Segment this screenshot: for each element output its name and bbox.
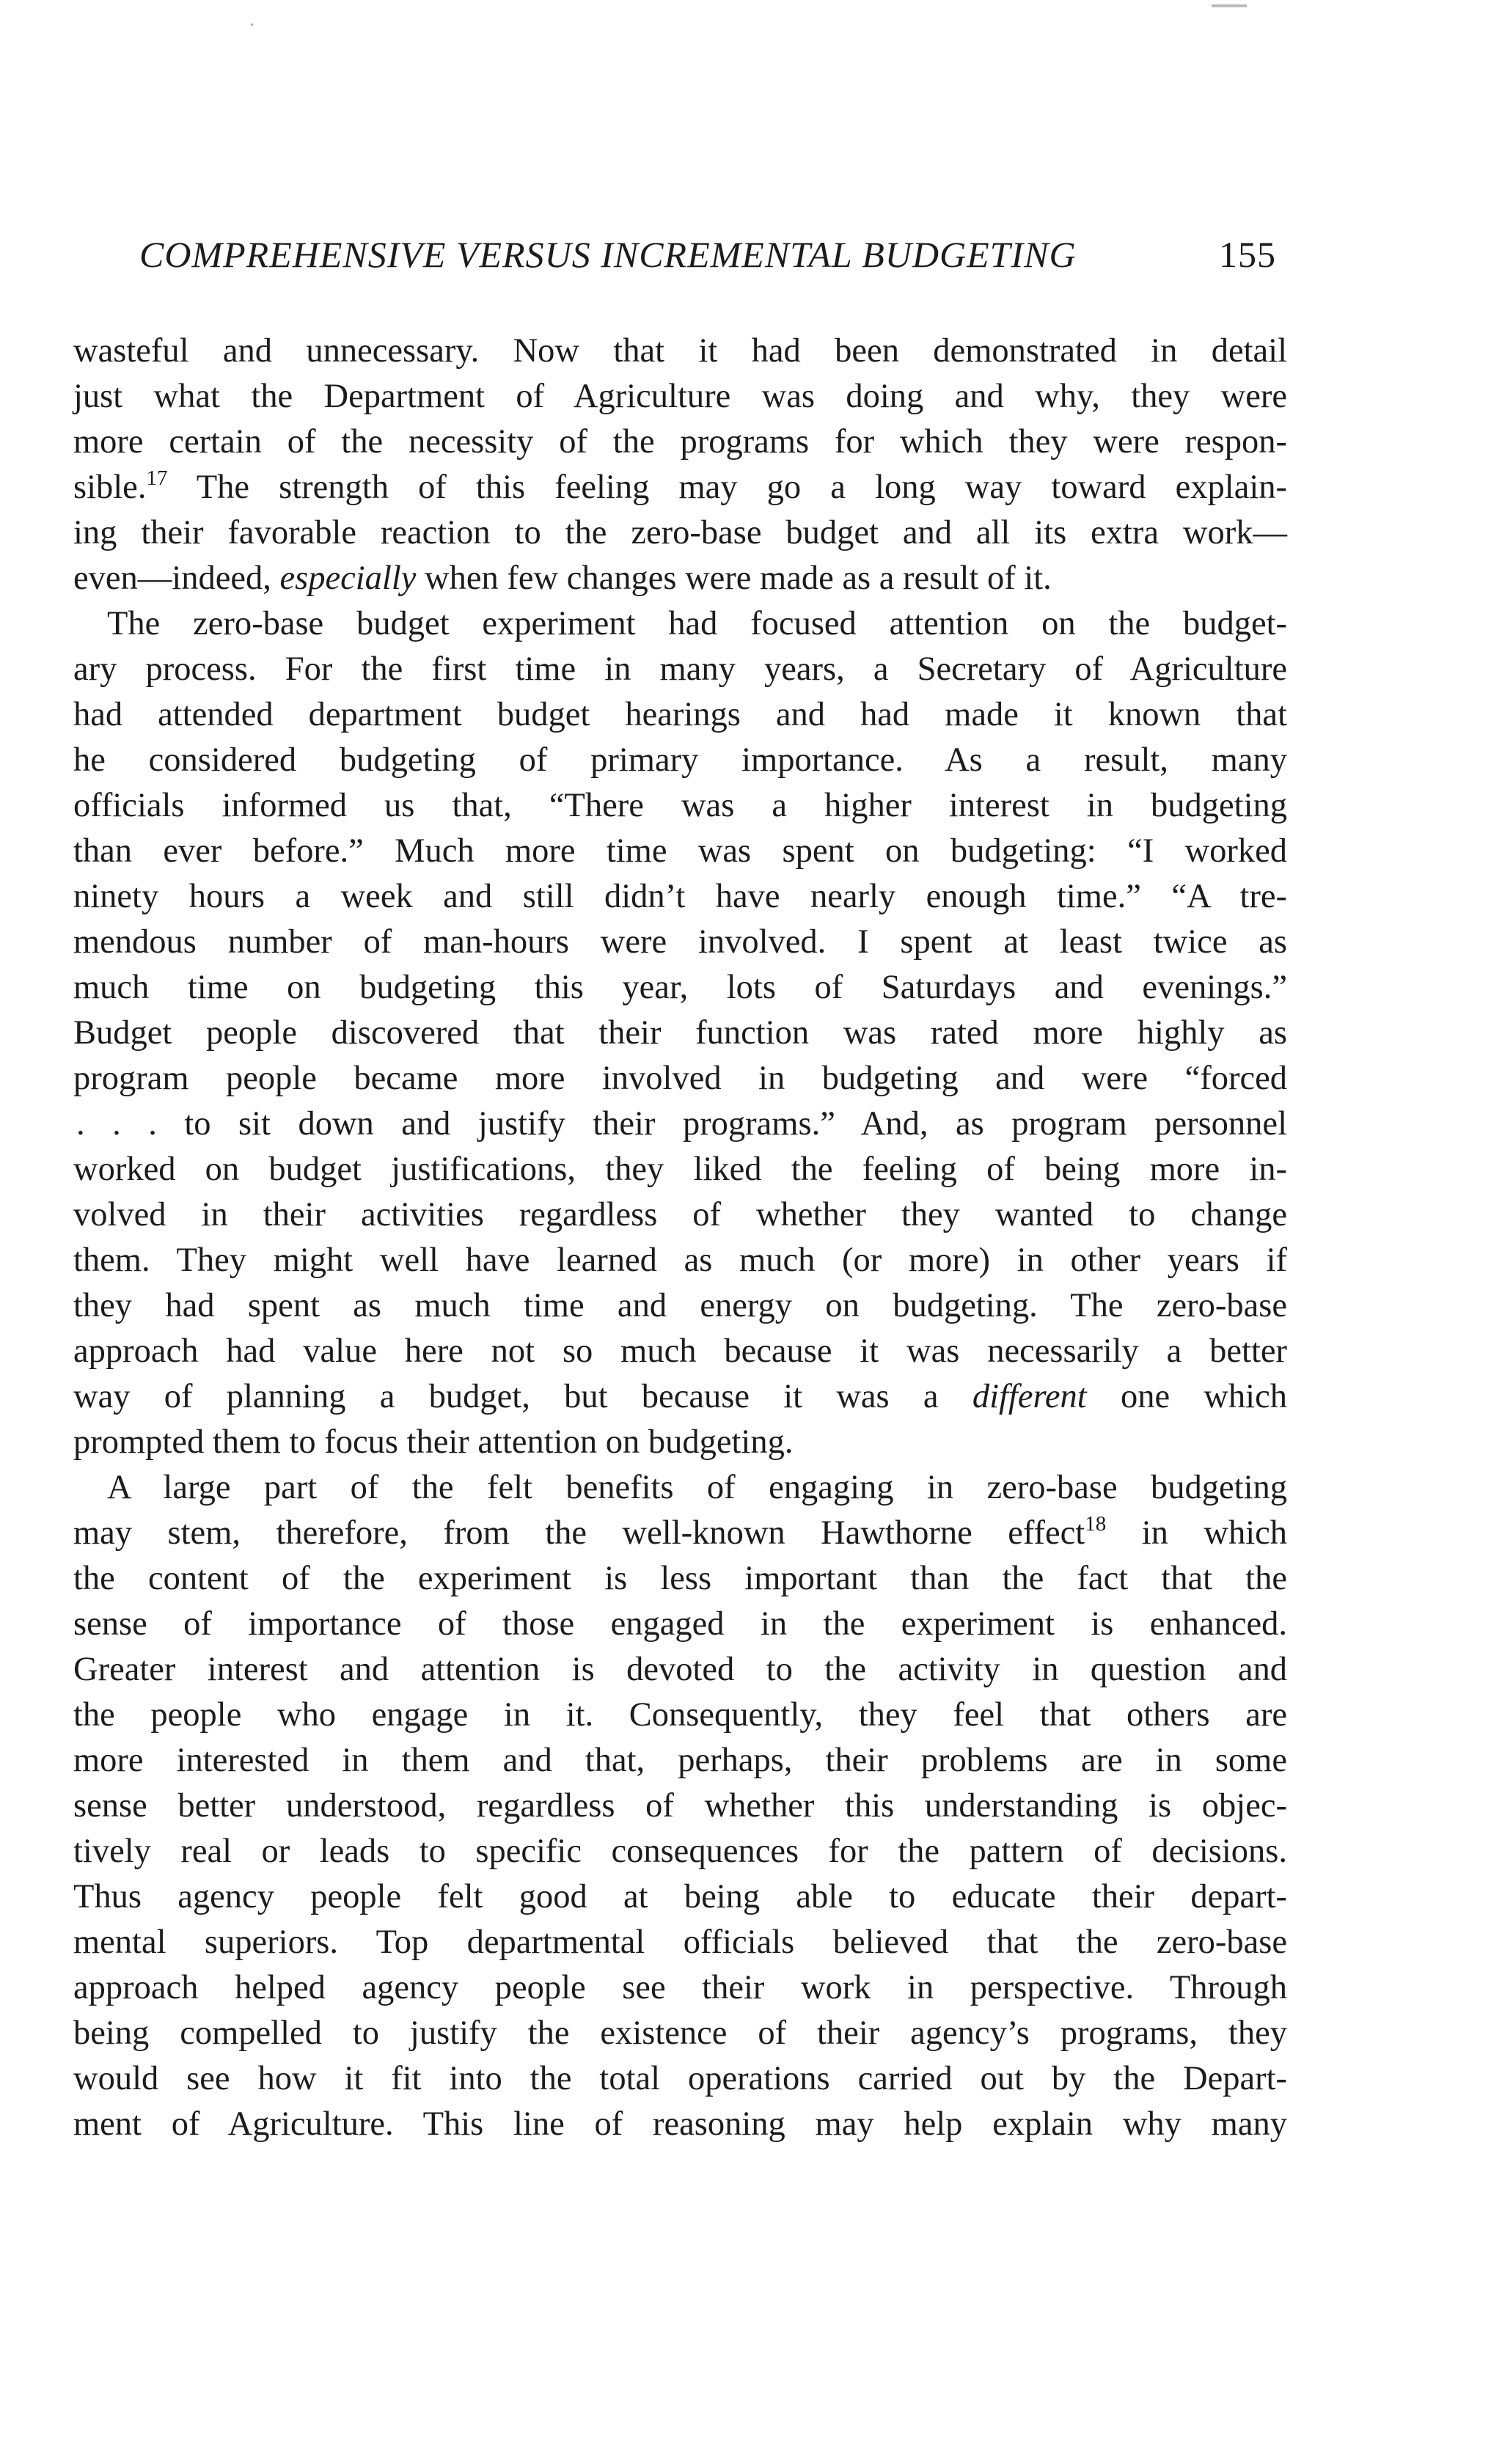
text-line: being compelled to justify the existence of their agency’s programs, they [73,2014,1287,2052]
text-line [73,1511,1287,1556]
text-line: much time on budgeting this year, lots of Saturdays and evenings.” [73,969,1287,1006]
text-run: when few changes were made as a result of it. [416,560,1052,597]
text-run: sible. [73,469,147,506]
text-line: . . . to sit down and justify their programs.” And, as program personnel [76,1105,1287,1143]
text-line: Budget people discovered that their function was rated more highly as [73,1014,1287,1052]
text-line: ninety hours a week and still didn’t have nearly enough time.” “A tre- [73,878,1287,915]
text-line: wasteful and unnecessary. Now that it had been demonstrated in detail [73,332,1287,370]
text-line: mental superiors. Top departmental officials believed that the zero-base [73,1924,1287,1961]
text-run: The strength of this feeling may go a long way toward explain- [167,469,1287,506]
text-line: sense of importance of those engaged in the experiment is enhanced. [73,1605,1287,1643]
text-line [73,465,1287,510]
text-line: Greater interest and attention is devoted to the activity in question and [73,1651,1287,1688]
text-line: sense better understood, regardless of whether this understanding is objec- [73,1787,1287,1825]
running-head: COMPREHENSIVE VERSUS INCREMENTAL BUDGETING [139,234,1077,275]
text-line: just what the Department of Agriculture was doing and why, they were [73,378,1287,415]
text-line: volved in their activities regardless of whether they wanted to change [73,1196,1287,1233]
footnote-ref-17: 17 [146,466,168,490]
text-line: had attended department budget hearings and had made it known that [73,696,1287,733]
paragraph-start-line: The zero-base budget experiment had focused attention on the budget- [107,605,1287,642]
text-line: he considered budgeting of primary importance. As a result, many [73,741,1287,779]
text-line: them. They might well have learned as much (or more) in other years if [73,1242,1287,1279]
page-header [139,233,1276,285]
text-run: way of planning a budget, but because it was a [73,1378,972,1415]
text-line: the people who engage in it. Consequently, they feel that others are [73,1696,1287,1734]
text-run: in which [1106,1514,1287,1552]
text-line: ment of Agriculture. This line of reasoning may help explain why many [73,2105,1287,2143]
text-line [73,1374,1287,1420]
text-run: one which [1086,1378,1287,1415]
paragraph-start-line: A large part of the felt benefits of engaging in zero-base budgeting [107,1469,1287,1506]
text-line: approach had value here not so much because it was necessarily a better [73,1332,1287,1370]
text-line: ary process. For the first time in many years, a Secretary of Agriculture [73,650,1287,688]
text-line: Thus agency people felt good at being able to educate their depart- [73,1878,1287,1915]
text-line: mendous number of man-hours were involved. I spent at least twice as [73,923,1287,961]
page-number: 155 [1219,234,1276,275]
emphasis-text: especially [279,560,417,597]
text-line: program people became more involved in budgeting and were “forced [73,1060,1287,1097]
text-line: ing their favorable reaction to the zero-base budget and all its extra work— [73,514,1287,551]
text-line: prompted them to focus their attention on budgeting. [73,1423,794,1461]
scan-corner-mark [1212,4,1247,7]
text-line: more certain of the necessity of the programs for which they were respon- [73,423,1287,461]
text-line: more interested in them and that, perhaps, their problems are in some [73,1742,1287,1779]
body-text [73,329,1287,2147]
footnote-ref-18: 18 [1085,1512,1107,1536]
text-line: tively real or leads to specific consequences for the pattern of decisions. [73,1833,1287,1870]
text-line: officials informed us that, “There was a higher interest in budgeting [73,787,1287,824]
emphasis-text: different [972,1378,1087,1415]
text-line [73,556,1287,601]
text-line: would see how it fit into the total operations carried out by the Depart- [73,2060,1287,2097]
text-line: worked on budget justifications, they liked the feeling of being more in- [73,1151,1287,1188]
text-line: approach helped agency people see their work in perspective. Through [73,1969,1287,2006]
text-line: than ever before.” Much more time was spent on budgeting: “I worked [73,832,1287,870]
scan-speck [251,23,253,26]
text-line: the content of the experiment is less important than the fact that the [73,1560,1287,1597]
text-run: even—indeed, [73,560,280,597]
text-line: they had spent as much time and energy on budgeting. The zero-base [73,1287,1287,1324]
text-run: may stem, therefore, from the well-known Hawthorne effect [73,1514,1085,1552]
